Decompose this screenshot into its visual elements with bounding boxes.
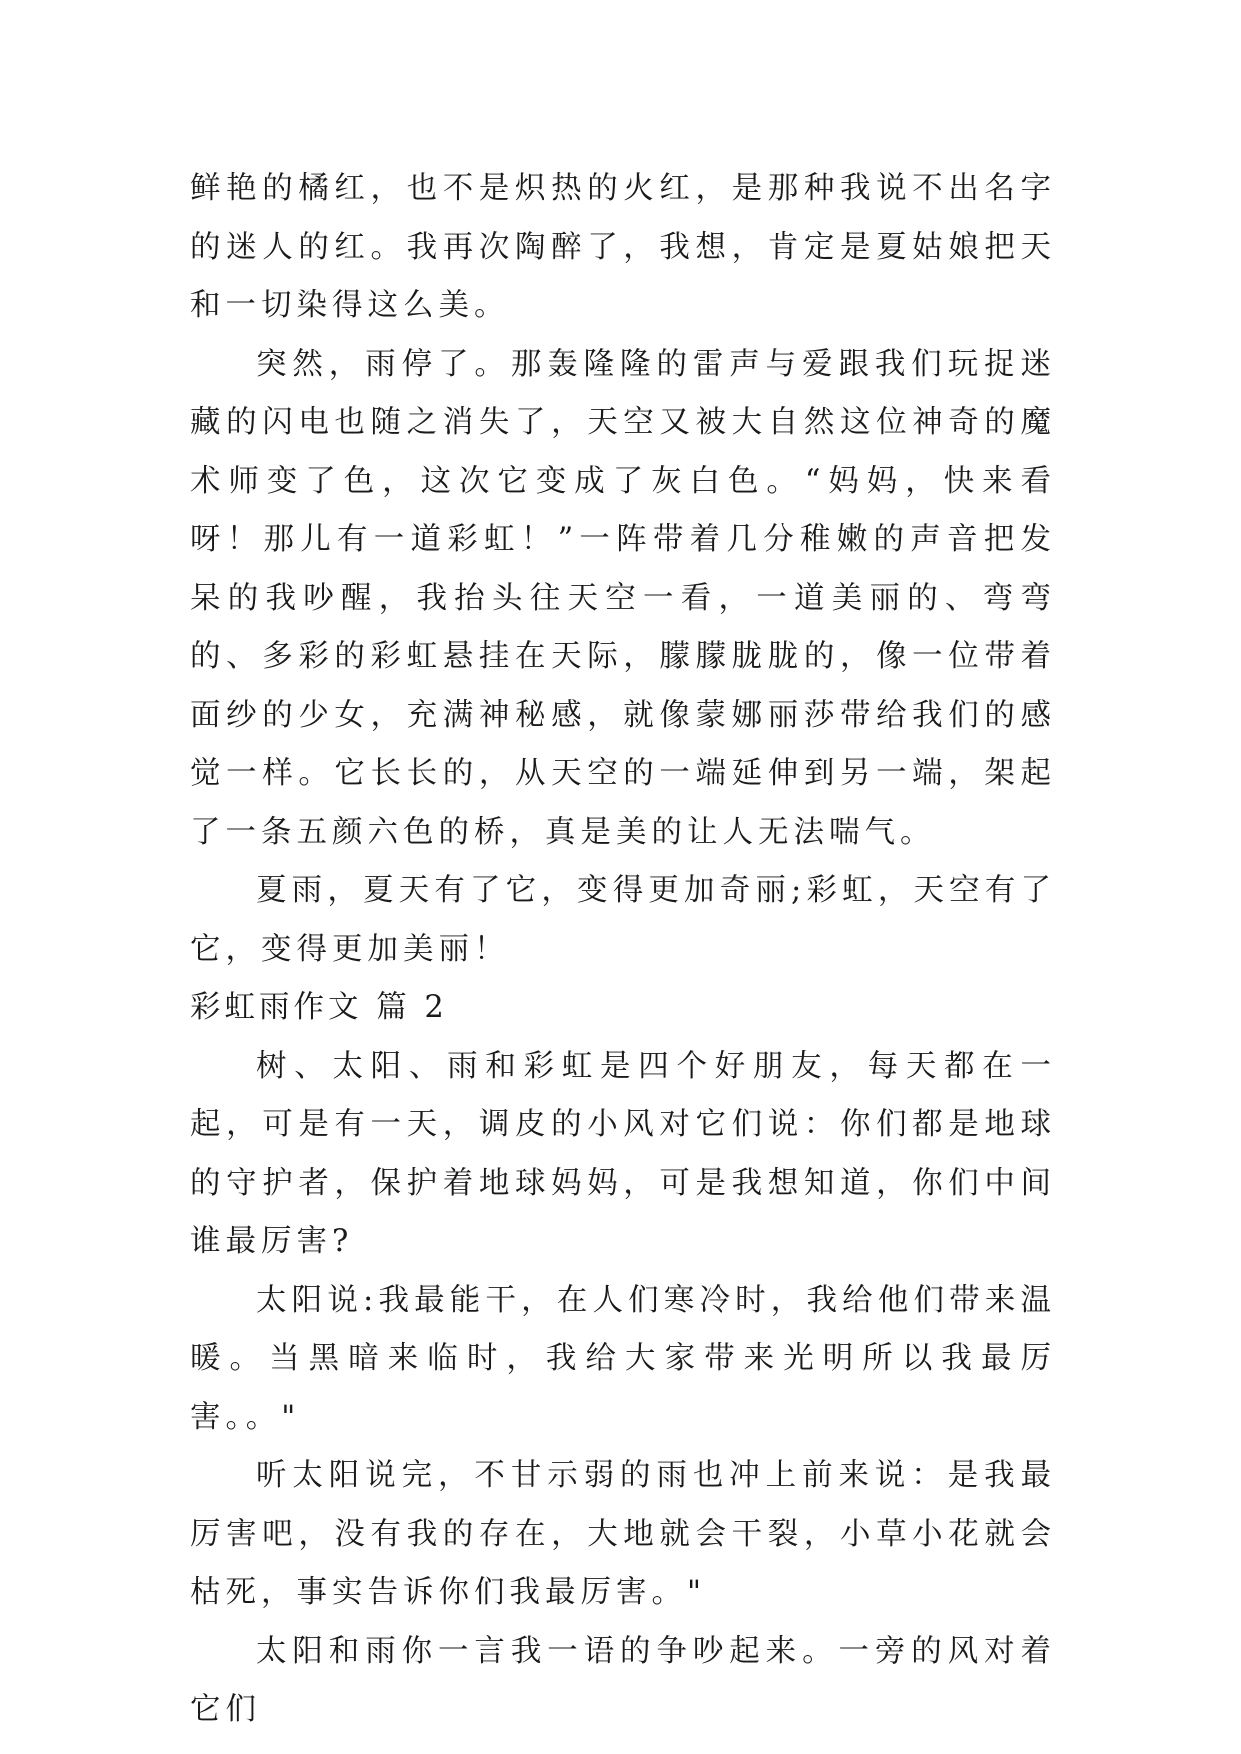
paragraph-summer-rain: 夏雨，夏天有了它，变得更加奇丽;彩虹，天空有了它，变得更加美丽！: [190, 873, 1056, 967]
paragraph-argument: 太阳和雨你一言我一语的争吵起来。一旁的风对着它们: [190, 1633, 1056, 1727]
paragraph-sun-speaks: 太阳说:我最能干，在人们寒冷时，我给他们带来温暖。当黑暗来临时，我给大家带来光明所以我最厉害。。": [190, 1282, 1056, 1435]
paragraph-continued: 鲜艳的橘红，也不是炽热的火红，是那种我说不出名字的迷人的红。我再次陶醉了，我想，肯定是夏姑娘把天和一切染得这么美。: [190, 171, 1056, 323]
document-page: [190, 160, 1056, 1740]
paragraph-four-friends: 树、太阳、雨和彩虹是四个好朋友，每天都在一起，可是有一天，调皮的小风对它们说：你们都是地球的守护者，保护着地球妈妈，可是我想知道，你们中间谁最厉害?: [190, 1048, 1056, 1259]
section-heading: 彩虹雨作文 篇 2: [190, 990, 448, 1025]
paragraph-rain-speaks: 听太阳说完，不甘示弱的雨也冲上前来说：是我最厉害吧，没有我的存在，大地就会干裂，小草小花就会枯死，事实告诉你们我最厉害。": [190, 1458, 1056, 1610]
paragraph-rain-stops: 突然，雨停了。那轰隆隆的雷声与爱跟我们玩捉迷藏的闪电也随之消失了，天空又被大自然这位神奇的魔术师变了色，这次它变成了灰白色。“妈妈，快来看呀！那儿有一道彩虹！”一阵带着几分稚嫩的声音把发呆的我吵醒，我抬头往天空一看，一道美丽的、弯弯的、多彩的彩虹悬挂在天际，朦朦胧胧的，像一位带着面纱的少女，充满神秘感，就像蒙娜丽莎带给我们的感觉一样。它长长的，从天空的一端延伸到另一端，架起了一条五颜六色的桥，真是美的让人无法喘气。: [190, 346, 1056, 850]
